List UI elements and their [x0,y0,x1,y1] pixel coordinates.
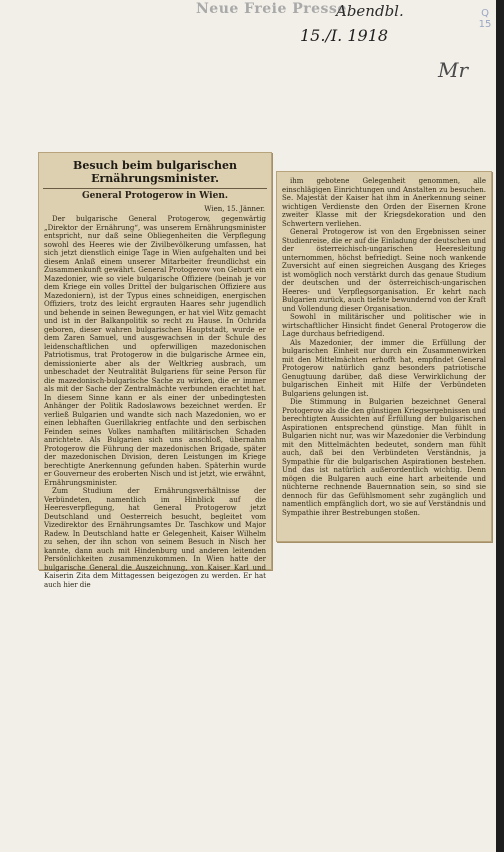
article-paragraph: ihm gebotene Gelegenheit genommen, alle einschlägigen Einrichtungen und Anstalten zu besuchen. Se. Majestät der Kaiser hat ihm in Anerkennung seiner wichtigen Verdienste den Orden der Eisernen Krone zweiter Klasse mit der Kriegsdekoration und den Schwertern verliehen. [282,177,486,228]
article-body-left [44,215,266,589]
article-paragraph: Sowohl in militärischer und politischer wie in wirtschaftlicher Hinsicht findet General Protogerow die Lage durchaus befriedigend. [282,313,486,338]
edition-note: Abendbl. [336,2,404,20]
article-headline: Besuch beim bulgarischen Ernährungsminister. [43,159,267,189]
publication-stamp: Neue Freie Presse [196,1,347,17]
newspaper-clipping-right [276,171,492,542]
handwritten-date: 15./I. 1918 [300,26,389,45]
article-paragraph: Zum Studium der Ernährungsverhältnisse der Verbündeten, namentlich im Hinblick auf die Heeresverpflegung, hat General Protogerow jetzt Deutschland und Oesterreich besucht, begleitet vom Vizedirektor des Ernährungsamtes Dr. Taschkow und Major Radew. In Deutschland hatte er Gelegenheit, Kaiser Wilhelm zu sehen, der ihn schon von seinem Besuch in Nisch her kannte, dann auch mit Hindenburg und anderen leitenden Persönlichkeiten zusammenzukommen. In Wien hatte der bulgarische General die Auszeichnung, von Kaiser Karl und Kaiserin Zita dem Mittagessen beigezogen zu werden. Er hat auch hier die [44,487,266,589]
article-body-right [282,177,486,517]
article-paragraph: Als Mazedonier, der immer die Erfüllung der bulgarischen Einheit nur durch ein Zusammenwirken mit den Mittelmächten erhofft hat, empfindet General Protogerow natürlich ganz besonders patriotische Genugtuung darüber, daß diese Verwirklichung der bulgarischen Einheit mit Hilfe der Verbündeten Bulgariens gelungen ist. [282,338,486,398]
handwritten-initials: Mr [438,58,469,82]
article-paragraph: Der bulgarische General Protogerow, gegenwärtig „Direktor der Ernährung“, was unserem Ernährungsminister entspricht, nur daß seine Obliegenheiten die Verpflegung sowohl des Heeres wie der Zivilbevölkerung umfassen, hat sich jetzt dienstlich einige Tage in Wien aufgehalten und bei diesem Anlaß einem unserer Mitarbeiter freundlichst ein Zusammenkunft gewährt. General Protogerow von Geburt ein Mazedonier, wie so viele bulgarische Offiziere (beinah je vor dem Kriege ein volles Drittel der bulgarischen Offiziere aus Mazedoniern), ist der Typus eines schneidigen, energischen Offiziers, trotz des leicht ergrauten Haares sehr jugendlich und behende in seinen Bewegungen, er hat viel Witz gemacht und ist in der Balkanpolitik so recht zu Hause. In Ochrida geboren, dieser wahren bulgarischen Hauptstadt, wurde er dem Zaren Samuel, und ausgewachsen in der Schule des leidenschaftlichen und opferwilligen mazedonischen Patriotismus, trat Protogerow in die bulgarische Armee ein, demissionierte aber als der Weltkrieg ausbrach, um unbeschadet der Neutralität Bulgariens für seine Person für die mazedonisch-bulgarische Sache zu wirken, die er immer als mit der Sache der Zentralmächte verbunden erachtet hat. In diesem Sinne kann er als einer der unbedingtesten Anhänger der Politik Radoslawows bezeichnet werden. Er verließ Bulgarien und wandte sich nach Mazedonien, wo er einen lebhaften Guerillakrieg entfachte und den serbischen Feinden seines Volkes namhaften militärischen Schaden anrichtete. Als Bulgarien sich uns anschloß, übernahm Protogerow die Führung der mazedonischen Brigade, später der mazedonischen Division, deren Leistungen im Kriege berechtigte Anerkennung gefunden haben. Späterhin wurde er Gouverneur des eroberten Nisch und ist jetzt, wie erwähnt, Ernährungsminister. [44,215,266,487]
archive-reference: Q 15 [478,8,492,30]
article-paragraph: Die Stimmung in Bulgarien bezeichnet General Protogerow als die den günstigen Kriegsergebnissen und berechtigten Aussichten auf Erfüllung der bulgarischen Aspirationen entsprechend günstige. Man fühlt in Bulgarien nicht nur, was wir Mazedonier die Verbindung mit den Mittelmächten bedeutet, sondern man fühlt auch, daß bei den Verbündeten Verständnis, ja Sympathie für die bulgarischen Aspirationen bestehen. Und das ist natürlich außerordentlich wichtig. Denn mögen die Bulgaren auch eine hart arbeitende und nüchterne rechnende Bauernnation sein, so sind sie dennoch für das Gefühlsmoment sehr zugänglich und namentlich empfänglich dort, wo sie auf Verständnis und Sympathie ihrer Bestrebungen stoßen. [282,398,486,517]
newspaper-clipping-left [38,152,272,589]
article-dateline: Wien, 15. Jänner. [204,205,265,213]
article-paragraph: General Protogerow ist von den Ergebnissen seiner Studienreise, die er auf die Einladung der deutschen und der österreichisch-ungarischen Heeresleitung unternommen, höchst befriedigt. Seine noch wankende Zuversicht auf einen siegreichen Ausgang des Krieges ist womöglich noch verstärkt durch das genaue Studium der deutschen und der österreichisch-ungarischen Heeres- und Verpflegsorganisation. Er kehrt nach Bulgarien zurück, auch tiefste bewundernd von der Kraft und Vollendung dieser Organisation. [282,228,486,313]
article-subheadline: General Protogerow in Wien. [82,191,228,201]
scan-edge [496,0,504,852]
